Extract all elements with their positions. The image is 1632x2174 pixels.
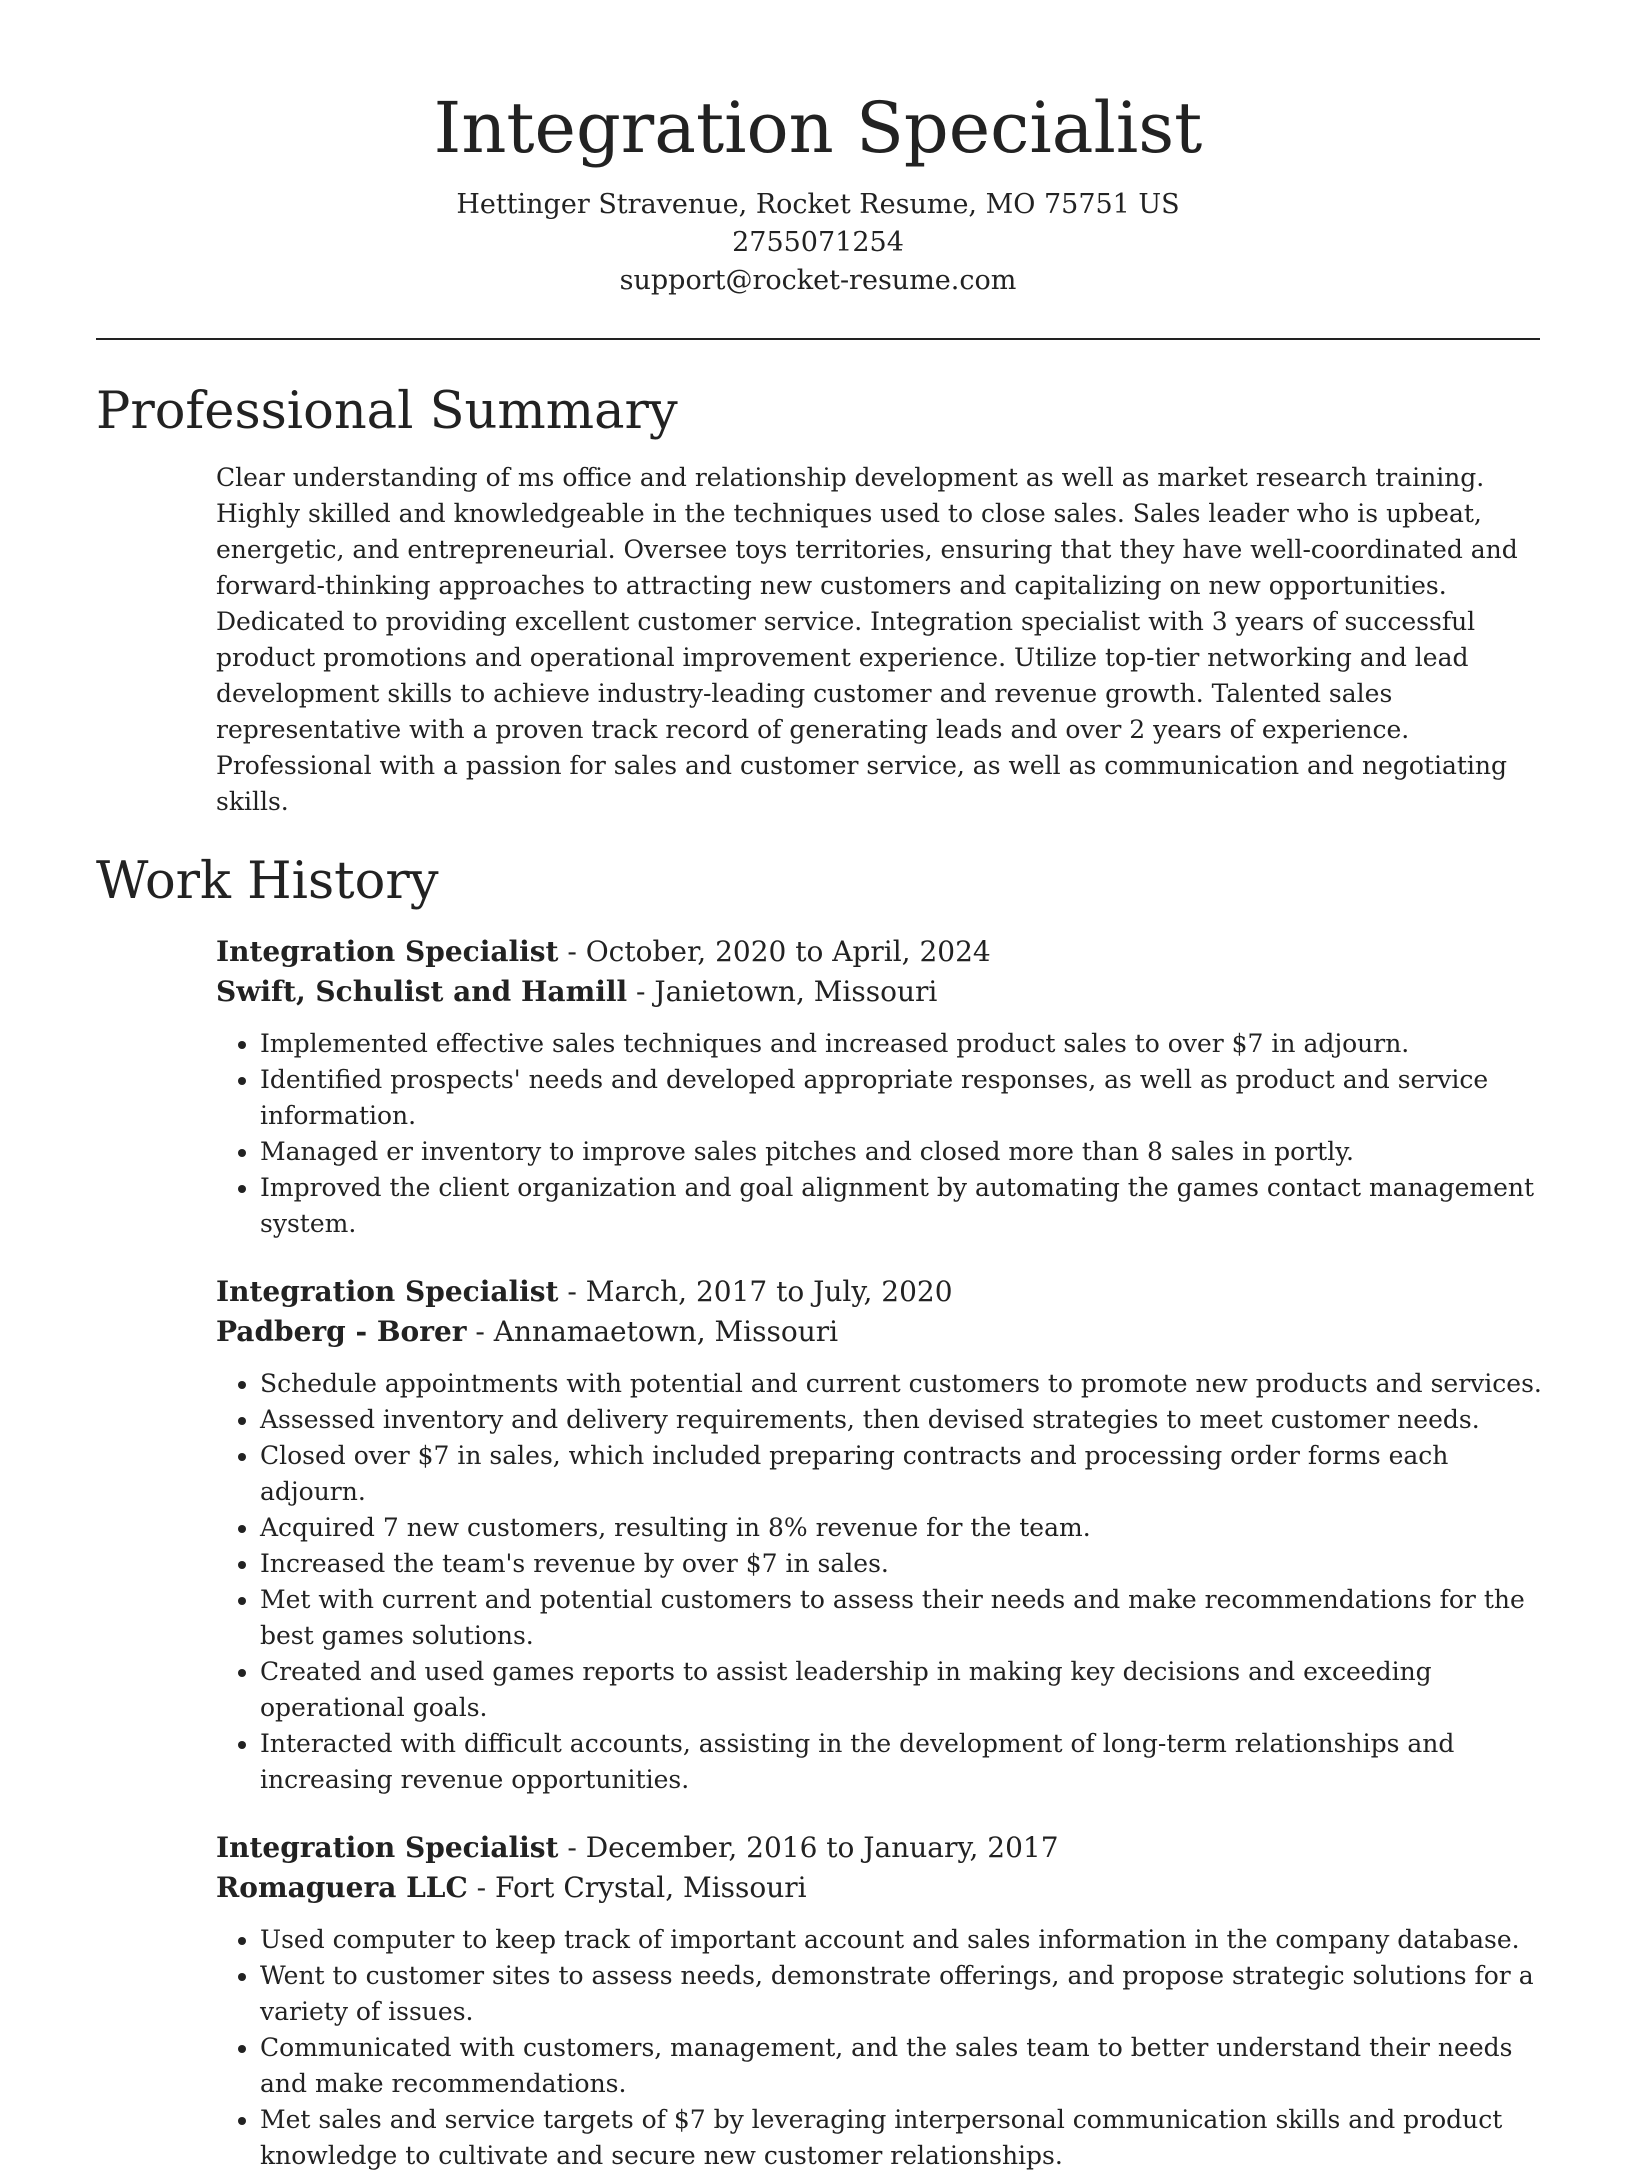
- job-bullets: [216, 1026, 1546, 1242]
- job-position: Integration Specialist: [216, 1831, 559, 1864]
- job-location: - Annamaetown, Missouri: [466, 1315, 839, 1348]
- job-position: Integration Specialist: [216, 1275, 559, 1308]
- job-bullet: • Improved the client organization and goal alignment by automating the games contact management system.: [260, 1170, 1546, 1242]
- job-bullet: • Used computer to keep track of important account and sales information in the company database.: [260, 1922, 1546, 1958]
- job-company-line: [216, 1312, 1546, 1352]
- job-dates: - October, 2020 to April, 2024: [558, 935, 991, 968]
- job-dates: - December, 2016 to January, 2017: [558, 1831, 1059, 1864]
- job-bullet: • Interacted with difficult accounts, assisting in the development of long-term relationships and increasing revenue opportunities.: [260, 1726, 1546, 1798]
- job-entry: [216, 1828, 1546, 2174]
- job-title-line: [216, 932, 1546, 972]
- resume-header: [96, 0, 1540, 300]
- contact-phone: 2755071254: [732, 227, 904, 258]
- job-company-line: [216, 972, 1546, 1012]
- resume-page: [96, 0, 1540, 2174]
- job-bullet: • Acquired 7 new customers, resulting in 8% revenue for the team.: [260, 1510, 1546, 1546]
- job-position: Integration Specialist: [216, 935, 559, 968]
- contact-email: support@rocket-resume.com: [619, 265, 1017, 296]
- job-bullet: • Went to customer sites to assess needs, demonstrate offerings, and propose strategic solutions for a variety of issues.: [260, 1958, 1546, 2030]
- job-bullet: • Met sales and service targets of $7 by leveraging interpersonal communication skills and product knowledge to cultivate and secure new customer relationships.: [260, 2102, 1546, 2174]
- job-title-line: [216, 1828, 1546, 1868]
- job-bullet: • Communicated with customers, management, and the sales team to better understand their needs and make recommendations.: [260, 2030, 1546, 2102]
- job-bullet: • Managed er inventory to improve sales pitches and closed more than 8 sales in portly.: [260, 1134, 1546, 1170]
- job-bullet: • Implemented effective sales techniques and increased product sales to over $7 in adjourn.: [260, 1026, 1546, 1062]
- job-company-line: [216, 1868, 1546, 1908]
- candidate-name: Integration Specialist: [433, 87, 1203, 169]
- job-bullet: • Schedule appointments with potential and current customers to promote new products and services.: [260, 1366, 1546, 1402]
- job-location: - Fort Crystal, Missouri: [467, 1871, 807, 1904]
- job-bullet: • Created and used games reports to assist leadership in making key decisions and exceeding operational goals.: [260, 1654, 1546, 1726]
- job-company: Swift, Schulist and Hamill: [216, 975, 628, 1008]
- summary-text: Clear understanding of ms office and relationship development as well as market research training. Highly skilled and knowledgeable in the techniques used to close sales. Sales leader who is upbeat, energetic, and entrepreneurial. Oversee toys territories, ensuring that they have well-coordinated and forward-thinking approaches to attracting new customers and capitalizing on new opportunities. Dedicated to providing excellent customer service. Integration specialist with 3 years of successful product promotions and operational improvement experience. Utilize top-tier networking and lead development skills to achieve industry-leading customer and revenue growth. Talented sales representative with a proven track record of generating leads and over 2 years of experience. Professional with a passion for sales and customer service, as well as communication and negotiating skills.: [216, 463, 1518, 816]
- job-bullet: • Met with current and potential customers to assess their needs and make recommendations for the best games solutions.: [260, 1582, 1546, 1654]
- job-company: Romaguera LLC: [216, 1871, 468, 1904]
- job-bullets: [216, 1922, 1546, 2174]
- work-history-section-title: Work History: [96, 852, 439, 911]
- job-bullets: [216, 1366, 1546, 1798]
- job-entry: [216, 1272, 1546, 1798]
- header-divider: [96, 338, 1540, 340]
- job-company: Padberg - Borer: [216, 1315, 467, 1348]
- job-title-line: [216, 1272, 1546, 1312]
- contact-block: [96, 186, 1540, 300]
- job-dates: - March, 2017 to July, 2020: [558, 1275, 953, 1308]
- job-bullet: • Identified prospects' needs and developed appropriate responses, as well as product and service information.: [260, 1062, 1546, 1134]
- job-bullet: • Increased the team's revenue by over $7 in sales.: [260, 1546, 1546, 1582]
- job-location: - Janietown, Missouri: [627, 975, 938, 1008]
- job-bullet: • Closed over $7 in sales, which included preparing contracts and processing order forms each adjourn.: [260, 1438, 1546, 1510]
- summary-section-title: Professional Summary: [96, 382, 678, 441]
- job-entry: [216, 932, 1546, 1242]
- contact-address: Hettinger Stravenue, Rocket Resume, MO 75751 US: [456, 189, 1180, 220]
- job-bullet: • Assessed inventory and delivery requirements, then devised strategies to meet customer needs.: [260, 1402, 1546, 1438]
